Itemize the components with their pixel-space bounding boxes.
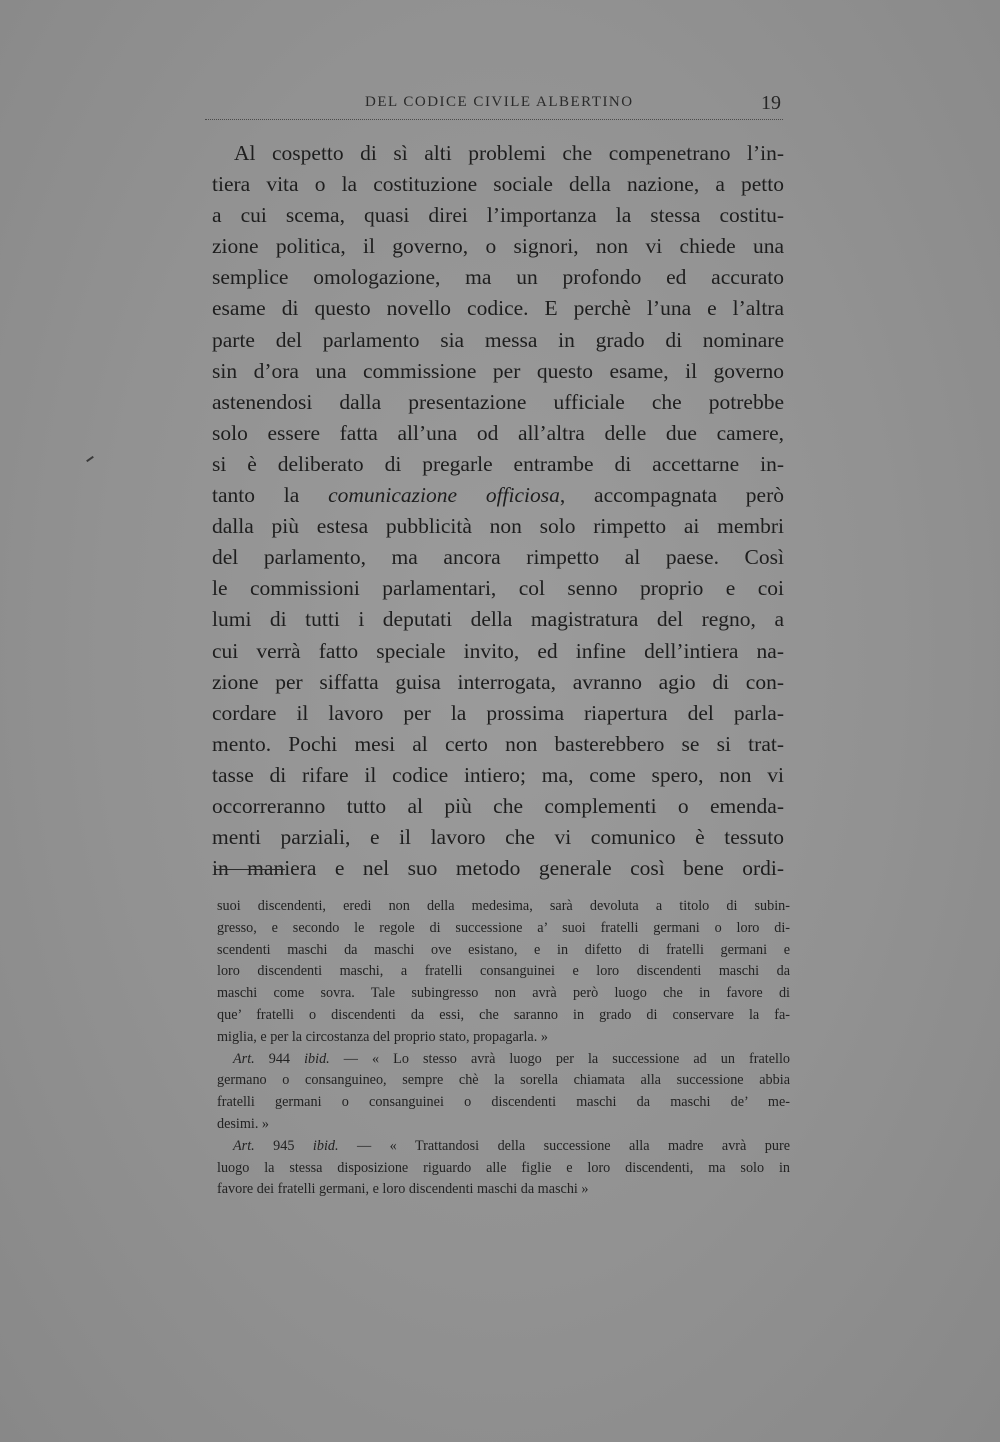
footnote-line: maschi come sovra. Tale subingresso non avrà però luogo che in favore di (217, 985, 790, 1002)
footnote-line: favore dei fratelli germani, e loro discendenti maschi da maschi » (217, 1181, 589, 1198)
margin-pencil-mark (86, 456, 94, 462)
italic-phrase: comunicazione officiosa (328, 483, 560, 508)
text-line: zione per siffatta guisa interrogata, avranno agio di con- (212, 669, 784, 694)
footnote-line-art-945 (217, 1136, 790, 1158)
page-header (205, 92, 783, 122)
header-rule (205, 119, 783, 120)
text-segment: tanto la (212, 483, 329, 508)
text-line: parte del parlamento sia messa in grado di nominare (212, 327, 784, 352)
text-line: lumi di tutti i deputati della magistratura del regno, a (212, 607, 784, 632)
text-line: tasse di rifare il codice intiero; ma, come spero, non vi (212, 762, 784, 787)
text-line: del parlamento, ma ancora rimpetto al paese. Così (212, 545, 784, 570)
text-segment: — « Lo stesso avrà luogo per la successione ad un fratello (329, 1050, 790, 1067)
footnote-line: luogo la stessa disposizione riguardo alle figlie e loro discendenti, ma solo in (217, 1159, 790, 1176)
footnote-line: desimi. » (217, 1115, 270, 1132)
article-label: Art. (233, 1050, 255, 1067)
footnote-rule (215, 869, 285, 870)
page-number: 19 (761, 92, 781, 114)
running-title: DEL CODICE CIVILE ALBERTINO (365, 94, 634, 110)
footnote-line-art-944 (217, 1049, 790, 1071)
text-line: cordare il lavoro per la prossima riapertura del parla- (212, 700, 784, 725)
text-segment: , accompagnata però (559, 483, 784, 508)
article-number: 945 (254, 1137, 313, 1154)
text-line: zione politica, il governo, o signori, non vi chiede una (212, 234, 784, 259)
article-number: 944 (254, 1050, 305, 1067)
footnote-line: que’ fratelli o discendenti da essi, che saranno in grado di conservare la fa- (217, 1006, 790, 1023)
footnote-line: fratelli germani o consanguinei o discendenti maschi da maschi de’ me- (217, 1094, 790, 1111)
text-line: le commissioni parlamentari, col senno proprio e coi (212, 576, 784, 601)
ibid-label: ibid. (312, 1137, 339, 1154)
text-line: Al cospetto di sì alti problemi che compenetrano l’in- (234, 141, 784, 165)
text-line-with-italic (212, 480, 784, 511)
text-line: dalla più estesa pubblicità non solo rimpetto ai membri (212, 514, 784, 539)
main-text (212, 138, 784, 884)
footnote-line: scendenti maschi da maschi ove esistano, e in difetto di fratelli germani e (217, 941, 790, 958)
footnote-line: gresso, e secondo le regole di successione a’ suoi fratelli germani o loro di- (217, 919, 790, 936)
text-line: esame di questo novello codice. E perchè l’una e l’altra (212, 296, 784, 321)
text-line: menti parziali, e il lavoro che vi comunico è tessuto (212, 825, 784, 850)
text-line: tiera vita o la costituzione sociale della nazione, a petto (212, 172, 784, 197)
ibid-label: ibid. (304, 1050, 330, 1067)
footnote-line: germano o consanguineo, sempre chè la sorella chiamata alla successione abbia (217, 1072, 790, 1089)
text-line: sin d’ora una commissione per questo esame, il governo (212, 358, 784, 383)
text-line: in maniera e nel suo metodo generale così bene ordi- (212, 856, 784, 881)
text-line: astenendosi dalla presentazione ufficiale che potrebbe (212, 389, 784, 414)
text-line: a cui scema, quasi direi l’importanza la stessa costitu- (212, 203, 784, 228)
footnote-line: loro discendenti maschi, a fratelli consanguinei e loro discendenti maschi da (217, 963, 790, 980)
text-line: occorreranno tutto al più che complementi o emenda- (212, 793, 784, 818)
text-line: si è deliberato di pregarle entrambe di accettarne in- (212, 451, 784, 476)
footnotes (217, 896, 790, 1201)
text-line: cui verrà fatto speciale invito, ed infine dell’intiera na- (212, 638, 784, 663)
text-segment: — « Trattandosi della successione alla madre avrà pure (338, 1137, 791, 1154)
footnote-line: miglia, e per la circostanza del proprio stato, propagarla. » (217, 1028, 548, 1045)
text-line: mento. Pochi mesi al certo non basterebbero se si trat- (212, 731, 784, 756)
footnote-line: suoi discendenti, eredi non della medesima, sarà devoluta a titolo di subin- (217, 898, 790, 914)
article-label: Art. (233, 1137, 255, 1154)
text-line: semplice omologazione, ma un profondo ed accurato (212, 265, 784, 290)
text-line: solo essere fatta all’una od all’altra delle due camere, (212, 420, 784, 445)
